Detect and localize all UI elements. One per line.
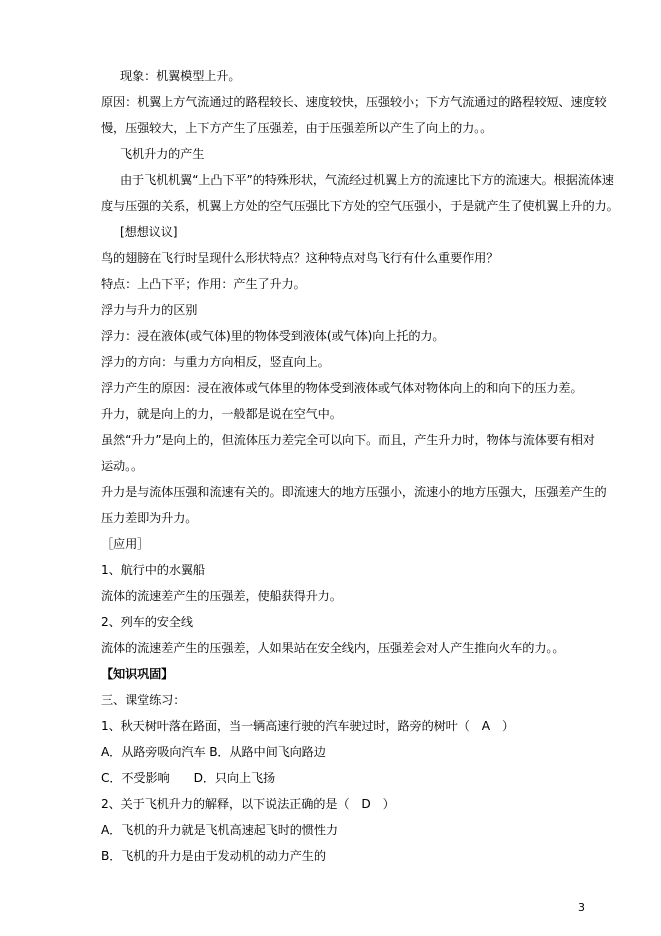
text-line: A．飞机的升力就是飞机高速起飞时的惯性力 (101, 823, 338, 837)
text-line: 升力，就是向上的力，一般都是说在空气中。 (101, 407, 342, 421)
text-line: 2、列车的安全线 (101, 615, 193, 629)
text-line: 慢，压强较大，上下方产生了压强差，由于压强差所以产生了向上的力。。 (101, 121, 493, 135)
text-line: 飞机升力的产生 (120, 147, 205, 161)
text-line: 由于飞机机翼“上凸下平”的特殊形状，气流经过机翼上方的流速比下方的流速大。根据流体速 (120, 173, 614, 187)
text-line: A．从路旁吸向汽车 B．从路中间飞向路边 (101, 745, 326, 759)
text-line: 流体的流速差产生的压强差，使船获得升力。 (101, 589, 342, 603)
text-line: 浮力的方向：与重力方向相反，竖直向上。 (101, 355, 330, 369)
text-line: 压力差即为升力。 (101, 511, 198, 525)
section-heading: 【知识巩固】 (101, 667, 174, 681)
text-line: C．不受影响 D．只向上飞扬 (101, 771, 276, 785)
text-line: 浮力：浸在液体(或气体)里的物体受到液体(或气体)向上托的力。 (101, 329, 445, 343)
text-line: ［应用］ (101, 537, 150, 551)
text-line: 流体的流速差产生的压强差，人如果站在安全线内，压强差会对人产生推向火车的力。。 (101, 641, 565, 655)
text-line: 度与压强的关系，机翼上方处的空气压强比下方处的空气压强小，于是就产生了使机翼上升的力。 (101, 199, 619, 213)
text-line: 1、秋天树叶落在路面，当一辆高速行驶的汽车驶过时，路旁的树叶（ A ） (101, 719, 515, 733)
text-line: 特点：上凸下平；作用：产生了升力。 (101, 277, 306, 291)
text-line: 浮力产生的原因：浸在液体或气体里的物体受到液体或气体对物体向上的和向下的压力差。 (101, 381, 583, 395)
text-line: 浮力与升力的区别 (101, 303, 198, 317)
text-line: 鸟的翅膀在飞行时呈现什么形状特点？这种特点对鸟飞行有什么重要作用？ (101, 251, 499, 265)
text-line: 1、航行中的水翼船 (101, 563, 205, 577)
text-line: 原因：机翼上方气流通过的路程较长、速度较快，压强较小；下方气流通过的路程较短、速度较 (101, 95, 607, 109)
text-line: 运动。。 (101, 459, 144, 473)
text-line: 三、课堂练习： (101, 693, 186, 707)
text-line: 现象：机翼模型上升。 (120, 69, 241, 83)
text-line: B．飞机的升力是由于发动机的动力产生的 (101, 849, 326, 863)
page-number: 3 (578, 901, 585, 914)
text-line: 升力是与流体压强和流速有关的。即流速大的地方压强小，流速小的地方压强大，压强差产生的 (101, 485, 607, 499)
text-line: 2、关于飞机升力的解释，以下说法正确的是（ D ） (101, 797, 395, 811)
text-line: 虽然“升力”是向上的，但流体压力差完全可以向下。而且，产生升力时，物体与流体要有相对 (101, 433, 595, 447)
text-line: [想想议议] (120, 225, 178, 239)
